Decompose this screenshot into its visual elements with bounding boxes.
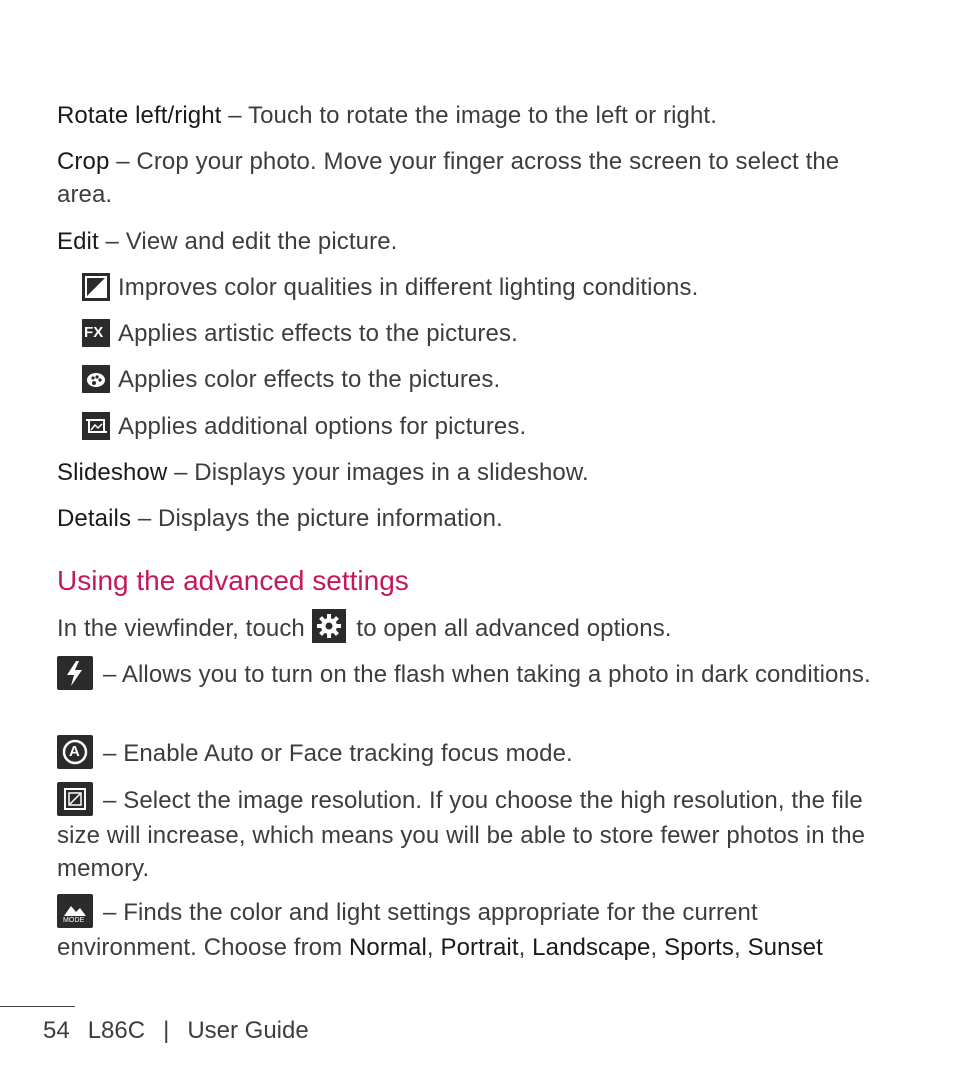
edit-option-text: Improves color qualities in different lighting conditions.	[118, 274, 699, 301]
menu-item-details	[57, 502, 874, 535]
setting-text: – Finds the color and light settings appropriate for the current environment. Choose from	[57, 899, 758, 961]
desc-details: – Displays the picture information.	[131, 505, 503, 532]
footer	[43, 1014, 327, 1047]
edit-option-text: Applies additional options for pictures.	[118, 413, 527, 440]
menu-item-crop	[57, 145, 874, 211]
desc-slideshow: – Displays your images in a slideshow.	[167, 459, 589, 486]
scene-option-sports: Sports	[664, 933, 735, 961]
image-adjust-icon	[82, 273, 110, 301]
scene-option-sunset: Sunset	[747, 933, 823, 961]
setting-text: – Select the image resolution. If you choose the high resolution, the file size will increase, which means you will be able to store fewer photos in the memory.	[57, 787, 866, 882]
edit-option-text: Applies color effects to the pictures.	[118, 366, 501, 393]
sep: ,	[650, 933, 665, 961]
guide-title: User Guide	[187, 1017, 309, 1044]
menu-item-slideshow	[57, 456, 874, 489]
desc-edit: – View and edit the picture.	[98, 228, 398, 255]
edit-option-color-quality	[82, 271, 874, 304]
model-name: L86C	[87, 1017, 146, 1044]
setting-focus	[57, 737, 874, 772]
sep: ,	[426, 933, 441, 961]
scene-icon-label: MODE	[63, 916, 85, 924]
flash-icon	[57, 656, 93, 690]
focus-icon-label: A	[69, 742, 80, 760]
edit-option-additional	[82, 410, 874, 443]
footer-rule	[0, 1006, 75, 1007]
intro-line	[57, 612, 874, 647]
setting-resolution	[57, 784, 874, 885]
scene-option-landscape: Landscape	[532, 933, 651, 961]
section-heading: Using the advanced settings	[57, 565, 409, 596]
page-number: 54	[43, 1017, 70, 1044]
settings-gear-icon	[312, 609, 346, 643]
footer-divider: |	[163, 1017, 170, 1044]
term-rotate: Rotate left/right	[57, 102, 222, 129]
desc-crop: – Crop your photo. Move your finger across the screen to select the area.	[57, 148, 840, 208]
intro-before: In the viewfinder, touch	[57, 615, 312, 642]
desc-rotate: – Touch to rotate the image to the left or right.	[221, 102, 717, 129]
fx-icon-label: FX	[84, 323, 104, 341]
intro-after: to open all advanced options.	[349, 615, 672, 642]
setting-scene	[57, 896, 874, 964]
scene-mode-icon	[57, 894, 93, 928]
setting-flash	[57, 658, 874, 693]
sep: ,	[518, 933, 533, 961]
fx-icon	[82, 319, 110, 347]
setting-text: – Enable Auto or Face tracking focus mode.	[103, 740, 573, 767]
sep: ,	[734, 933, 748, 961]
scene-option-portrait: Portrait	[440, 933, 519, 961]
palette-icon	[82, 365, 110, 393]
menu-item-edit	[57, 225, 874, 258]
edit-option-text: Applies artistic effects to the pictures.	[118, 320, 518, 347]
scene-option-normal: Normal	[348, 933, 427, 961]
focus-mode-icon	[57, 735, 93, 769]
resolution-icon	[57, 782, 93, 816]
setting-text: – Allows you to turn on the flash when taking a photo in dark conditions.	[103, 661, 871, 688]
edit-option-color-effects	[82, 363, 874, 396]
term-crop: Crop	[57, 148, 110, 175]
term-edit: Edit	[57, 228, 99, 255]
edit-option-artistic	[82, 317, 874, 350]
menu-item-rotate	[57, 99, 874, 132]
term-slideshow: Slideshow	[57, 459, 168, 486]
crop-frame-icon	[82, 412, 110, 440]
term-details: Details	[57, 505, 132, 532]
